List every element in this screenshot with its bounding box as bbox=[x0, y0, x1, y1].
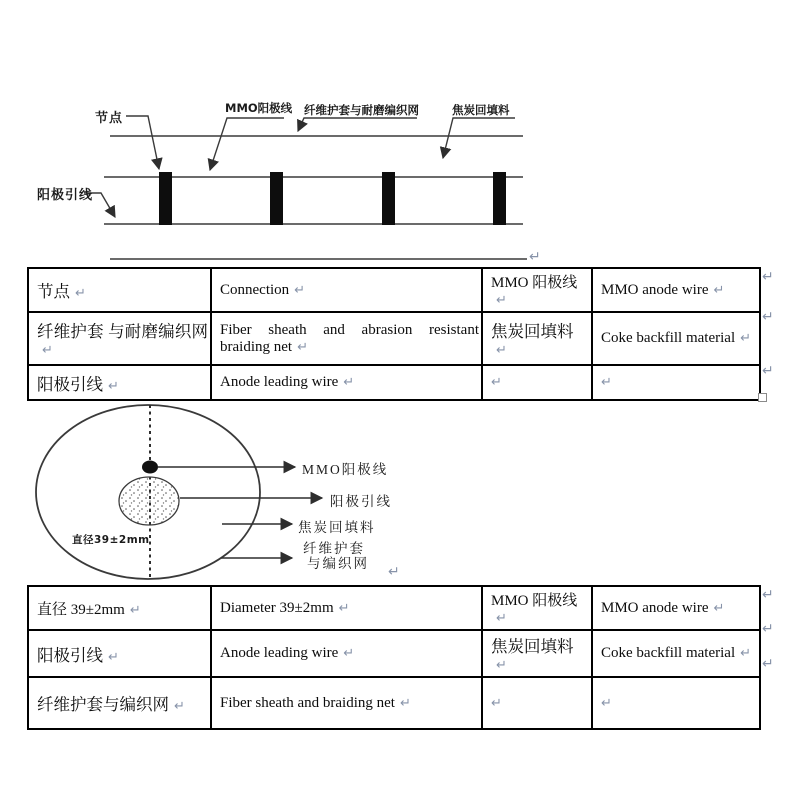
table-cell[interactable]: Coke backfill material ↵ bbox=[592, 312, 760, 365]
legend-table-cross-section bbox=[27, 585, 761, 730]
anode-leading-wire-label: 阳极引线 bbox=[37, 188, 94, 203]
table-cell[interactable] bbox=[482, 677, 592, 729]
end-of-row-mark: ↵ bbox=[762, 269, 774, 285]
paragraph-mark: ↵ bbox=[388, 564, 400, 580]
paragraph-mark: ↵ bbox=[491, 695, 502, 711]
anode-connection-bar bbox=[270, 172, 283, 225]
paragraph-mark: ↵ bbox=[343, 646, 355, 661]
paragraph-mark: ↵ bbox=[713, 600, 725, 616]
table-end-handle[interactable] bbox=[758, 393, 767, 402]
anode-connection-bar bbox=[382, 172, 395, 225]
anode-connection-bar bbox=[159, 172, 172, 225]
table-cell[interactable]: 节点 ↵ bbox=[28, 268, 211, 312]
table-cell[interactable] bbox=[592, 677, 760, 729]
paragraph-mark: ↵ bbox=[42, 343, 53, 358]
diameter-label: 直径39±2mm bbox=[72, 534, 150, 546]
paragraph-mark: ↵ bbox=[496, 611, 507, 626]
table-cell[interactable]: MMO 阳极线↵ bbox=[482, 268, 592, 312]
paragraph-mark: ↵ bbox=[601, 375, 612, 390]
paragraph-mark: ↵ bbox=[174, 699, 185, 714]
paragraph-mark: ↵ bbox=[496, 658, 507, 673]
end-of-row-mark: ↵ bbox=[762, 309, 774, 325]
paragraph-mark: ↵ bbox=[75, 286, 86, 301]
table-cell[interactable]: MMO anode wire ↵ bbox=[592, 586, 760, 630]
mmo-anode-wire-label: MMO阳极线 bbox=[225, 101, 293, 115]
table-cell[interactable]: MMO anode wire ↵ bbox=[592, 268, 760, 312]
table-cell[interactable] bbox=[592, 365, 760, 400]
table-cell[interactable]: Diameter 39±2mm ↵ bbox=[211, 586, 482, 630]
coke-backfill-label: 焦炭回填料 bbox=[452, 103, 510, 117]
paragraph-mark: ↵ bbox=[491, 375, 502, 390]
table-cell[interactable]: Connection ↵ bbox=[211, 268, 482, 312]
table-cell[interactable] bbox=[482, 365, 592, 400]
paragraph-mark: ↵ bbox=[343, 375, 355, 390]
table-cell[interactable]: Anode leading wire ↵ bbox=[211, 365, 482, 400]
fiber-sheath-label: 纤维护套 与编织网 bbox=[303, 541, 369, 571]
table-cell[interactable]: 阳极引线 ↵ bbox=[28, 630, 211, 677]
table-cell[interactable]: 直径 39±2mm ↵ bbox=[28, 586, 211, 630]
outer-sheath-circle bbox=[36, 405, 260, 579]
table-cell[interactable]: 纤维护套与编织网 ↵ bbox=[28, 677, 211, 729]
coke-backfill-label: 焦炭回填料 bbox=[298, 520, 376, 535]
coke-backfill-circle bbox=[119, 477, 179, 525]
paragraph-mark: ↵ bbox=[129, 602, 141, 618]
table-cell[interactable]: Coke backfill material ↵ bbox=[592, 630, 760, 677]
paragraph-mark: ↵ bbox=[740, 646, 752, 661]
table-cell[interactable]: Fiber sheath and braiding net ↵ bbox=[211, 677, 482, 729]
mmo-anode-wire-label: MMO阳极线 bbox=[302, 462, 389, 477]
paragraph-mark: ↵ bbox=[338, 600, 350, 616]
table-cell[interactable]: 阳极引线 ↵ bbox=[28, 365, 211, 400]
table-cell[interactable]: MMO 阳极线↵ bbox=[482, 586, 592, 630]
table-cell[interactable]: Anode leading wire ↵ bbox=[211, 630, 482, 677]
paragraph-mark: ↵ bbox=[297, 339, 308, 355]
paragraph-mark: ↵ bbox=[399, 695, 411, 711]
end-of-row-mark: ↵ bbox=[762, 587, 774, 603]
table-cell[interactable]: 焦炭回填料↵ bbox=[482, 312, 592, 365]
paragraph-mark: ↵ bbox=[496, 343, 507, 358]
paragraph-mark: ↵ bbox=[713, 282, 725, 298]
node-label: 节点 bbox=[95, 111, 124, 126]
paragraph-mark: ↵ bbox=[294, 282, 306, 298]
paragraph-mark: ↵ bbox=[108, 649, 119, 665]
table-cell[interactable]: 纤维护套 与耐磨编织网↵ bbox=[28, 312, 211, 365]
paragraph-mark: ↵ bbox=[108, 378, 119, 394]
legend-table-connection bbox=[27, 267, 761, 401]
end-of-row-mark: ↵ bbox=[762, 621, 774, 637]
paragraph-mark: ↵ bbox=[529, 249, 541, 265]
table-cell[interactable]: Fiber sheath and abrasion resistant braiding net ↵ bbox=[211, 312, 482, 365]
paragraph-mark: ↵ bbox=[740, 331, 752, 346]
anode-cable-diagram bbox=[104, 136, 523, 224]
fiber-sheath-label: 纤维护套与耐磨编织网 bbox=[304, 103, 419, 117]
anode-connection-bar bbox=[493, 172, 506, 225]
end-of-row-mark: ↵ bbox=[762, 656, 774, 672]
leader-lines bbox=[84, 116, 515, 217]
paragraph-mark: ↵ bbox=[496, 293, 507, 308]
anode-cross-section-diagram bbox=[36, 405, 322, 580]
anode-leading-wire-label: 阳极引线 bbox=[330, 494, 392, 509]
end-of-row-mark: ↵ bbox=[762, 363, 774, 379]
table-cell[interactable]: 焦炭回填料↵ bbox=[482, 630, 592, 677]
paragraph-mark: ↵ bbox=[601, 695, 612, 711]
mmo-wire-dot bbox=[142, 461, 158, 474]
